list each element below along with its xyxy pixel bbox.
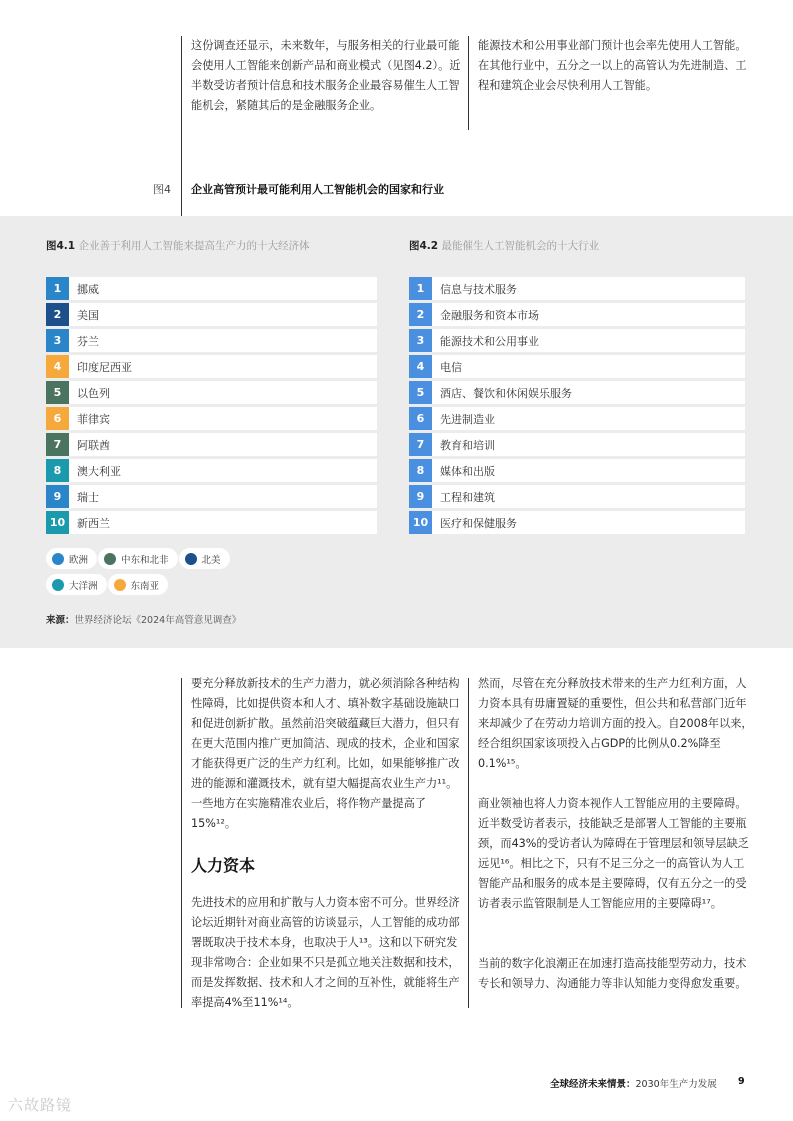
industry-label: 金融服务和资本市场 [440,308,539,322]
economy-label: 瑞士 [77,490,99,504]
industry-label: 教育和培训 [440,438,495,452]
industry-row [409,355,745,378]
right-chart-title [409,238,599,253]
economy-ranking-list [46,277,377,537]
legend-label: 大洋洲 [69,580,98,592]
industry-row [409,485,745,508]
economy-rank-badge: 9 [46,485,69,508]
column-rule-top-left [181,36,182,216]
legend-dot-icon [114,579,126,591]
legend-dot-icon [52,553,64,565]
legend-item [46,574,107,595]
economy-label: 澳大利亚 [77,464,121,478]
industry-label: 媒体和出版 [440,464,495,478]
industry-label: 信息与技术服务 [440,282,517,296]
legend-label: 欧洲 [69,554,89,566]
left-chart-subtitle: 企业善于利用人工智能来提高生产力的十大经济体 [78,240,310,252]
economy-label: 美国 [77,308,99,322]
economy-row [46,485,377,508]
economy-rank-badge: 1 [46,277,69,300]
industry-rank-badge: 10 [409,511,432,534]
source-text: 世界经济论坛《2024年高管意见调查》 [74,615,242,626]
industry-rank-badge: 1 [409,277,432,300]
economy-row [46,459,377,482]
industry-rank-badge: 9 [409,485,432,508]
industry-row [409,433,745,456]
footer-title [550,1076,717,1090]
body-right-paragraph-3: 当前的数字化浪潮正在加速打造高技能型劳动力，技术专长和领导力、沟通能力等非认知能力变得愈发重要。 [478,957,747,990]
economy-row [46,433,377,456]
economy-row [46,407,377,430]
column-rule-top-mid [468,36,469,130]
figure-label: 图4 [153,183,171,196]
industry-rank-badge: 8 [409,459,432,482]
economy-label: 以色列 [77,386,110,400]
industry-row [409,511,745,534]
industry-row [409,459,745,482]
legend-item [98,548,178,569]
economy-label: 芬兰 [77,334,99,348]
economy-rank-badge: 8 [46,459,69,482]
body-left-paragraph-1: 要充分释放新技术的生产力潜力，就必须消除各种结构性障碍，比如提供资本和人才、填补数字基础设施缺口和促进创新扩散。虽然前沿突破蕴藏巨大潜力，但只有在更大范围内推广更加简洁、现成的技术，企业和国家才能获得更广泛的生产力红利。比如，如果能够推广改进的能源和灌溉技术，就有望大幅提高农业生产力¹¹。一些地方在实施精准农业后，将作物产量提高了15%¹²。 [191,677,460,830]
industry-row [409,303,745,326]
industry-label: 医疗和保健服务 [440,516,517,530]
legend-item [179,548,230,569]
economy-rank-badge: 6 [46,407,69,430]
industry-row [409,329,745,352]
economy-rank-badge: 10 [46,511,69,534]
industry-ranking-list [409,277,745,537]
economy-label: 印度尼西亚 [77,360,132,374]
legend-dot-icon [104,553,116,565]
legend-dot-icon [52,579,64,591]
watermark: 六故路镜 [8,1096,73,1114]
right-chart-id: 图4.2 [409,240,439,252]
industry-label: 工程和建筑 [440,490,495,504]
column-rule-bottom-mid [468,678,469,1008]
region-legend [46,548,246,600]
industry-label: 电信 [440,360,462,374]
industry-label: 先进制造业 [440,412,495,426]
economy-rank-badge: 7 [46,433,69,456]
industry-row [409,381,745,404]
body-left-paragraph-2: 先进技术的应用和扩散与人力资本密不可分。世界经济论坛近期针对商业高管的访谈显示，人工智能的成功部署既取决于技术本身，也取决于人¹³。这和以下研究发现非常吻合：企业如果不只是孤立地关注数据和技术，而是发挥数据、技术和人才之间的互补性，就能将生产率提高4%至11%¹⁴。 [191,896,460,1009]
industry-label: 能源技术和公用事业 [440,334,539,348]
economy-label: 新西兰 [77,516,110,530]
economy-rank-badge: 4 [46,355,69,378]
industry-rank-badge: 4 [409,355,432,378]
economy-rank-badge: 2 [46,303,69,326]
figure-title: 企业高管预计最可能利用人工智能机会的国家和行业 [191,183,444,196]
economy-rank-badge: 3 [46,329,69,352]
legend-item [46,548,97,569]
top-right-paragraph: 能源技术和公用事业部门预计也会率先使用人工智能。在其他行业中，五分之一以上的高管认为先进制造、工程和建筑企业会尽快利用人工智能。 [478,39,747,92]
left-chart-id: 图4.1 [46,240,76,252]
page-number: 9 [738,1076,745,1087]
right-chart-subtitle: 最能催生人工智能机会的十大行业 [441,240,599,252]
economy-label: 挪威 [77,282,99,296]
economy-row [46,329,377,352]
economy-row [46,381,377,404]
economy-label: 菲律宾 [77,412,110,426]
industry-rank-badge: 7 [409,433,432,456]
economy-row [46,303,377,326]
source-label: 来源： [46,615,75,626]
economy-rank-badge: 5 [46,381,69,404]
economy-row [46,355,377,378]
economy-row [46,277,377,300]
column-rule-bottom-left [181,678,182,1008]
economy-row [46,511,377,534]
section-heading: 人力资本 [191,856,256,875]
footer-title-rest: 2030年生产力发展 [635,1079,717,1090]
body-right-paragraph-2: 商业领袖也将人力资本视作人工智能应用的主要障碍。近半数受访者表示，技能缺乏是部署人工智能的主要瓶颈，而43%的受访者认为障碍在于管理层和领导层缺乏远见¹⁶。相比之下，只有不足三分之一的高管认为人工智能产品和服务的成本是主要障碍，仅有五分之一的受访者表示监管限制是人工智能应用的主要障碍¹⁷。 [478,797,749,910]
industry-row [409,277,745,300]
industry-label: 酒店、餐饮和休闲娱乐服务 [440,386,572,400]
industry-rank-badge: 2 [409,303,432,326]
figure-source [46,612,241,626]
industry-row [409,407,745,430]
industry-rank-badge: 6 [409,407,432,430]
legend-dot-icon [185,553,197,565]
economy-label: 阿联酋 [77,438,110,452]
footer-title-bold: 全球经济未来情景： [550,1079,636,1090]
industry-rank-badge: 3 [409,329,432,352]
legend-label: 东南亚 [130,580,160,592]
legend-item [108,574,169,595]
top-left-paragraph: 这份调查还显示，未来数年，与服务相关的行业最可能会使用人工智能来创新产品和商业模式（见图4.2）。近半数受访者预计信息和技术服务企业最容易催生人工智能机会，紧随其后的是金融服务企业。 [191,39,461,112]
legend-label: 中东和北非 [121,554,169,566]
industry-rank-badge: 5 [409,381,432,404]
left-chart-title [46,238,309,253]
legend-label: 北美 [201,554,221,566]
body-right-paragraph-1: 然而，尽管在充分释放技术带来的生产力红利方面，人力资本具有毋庸置疑的重要性，但公共和私营部门近年来却减少了在劳动力培训方面的投入。自2008年以来，经合组织国家该项投入占GDP的比例从0.2%降至0.1%¹⁵。 [478,677,753,770]
